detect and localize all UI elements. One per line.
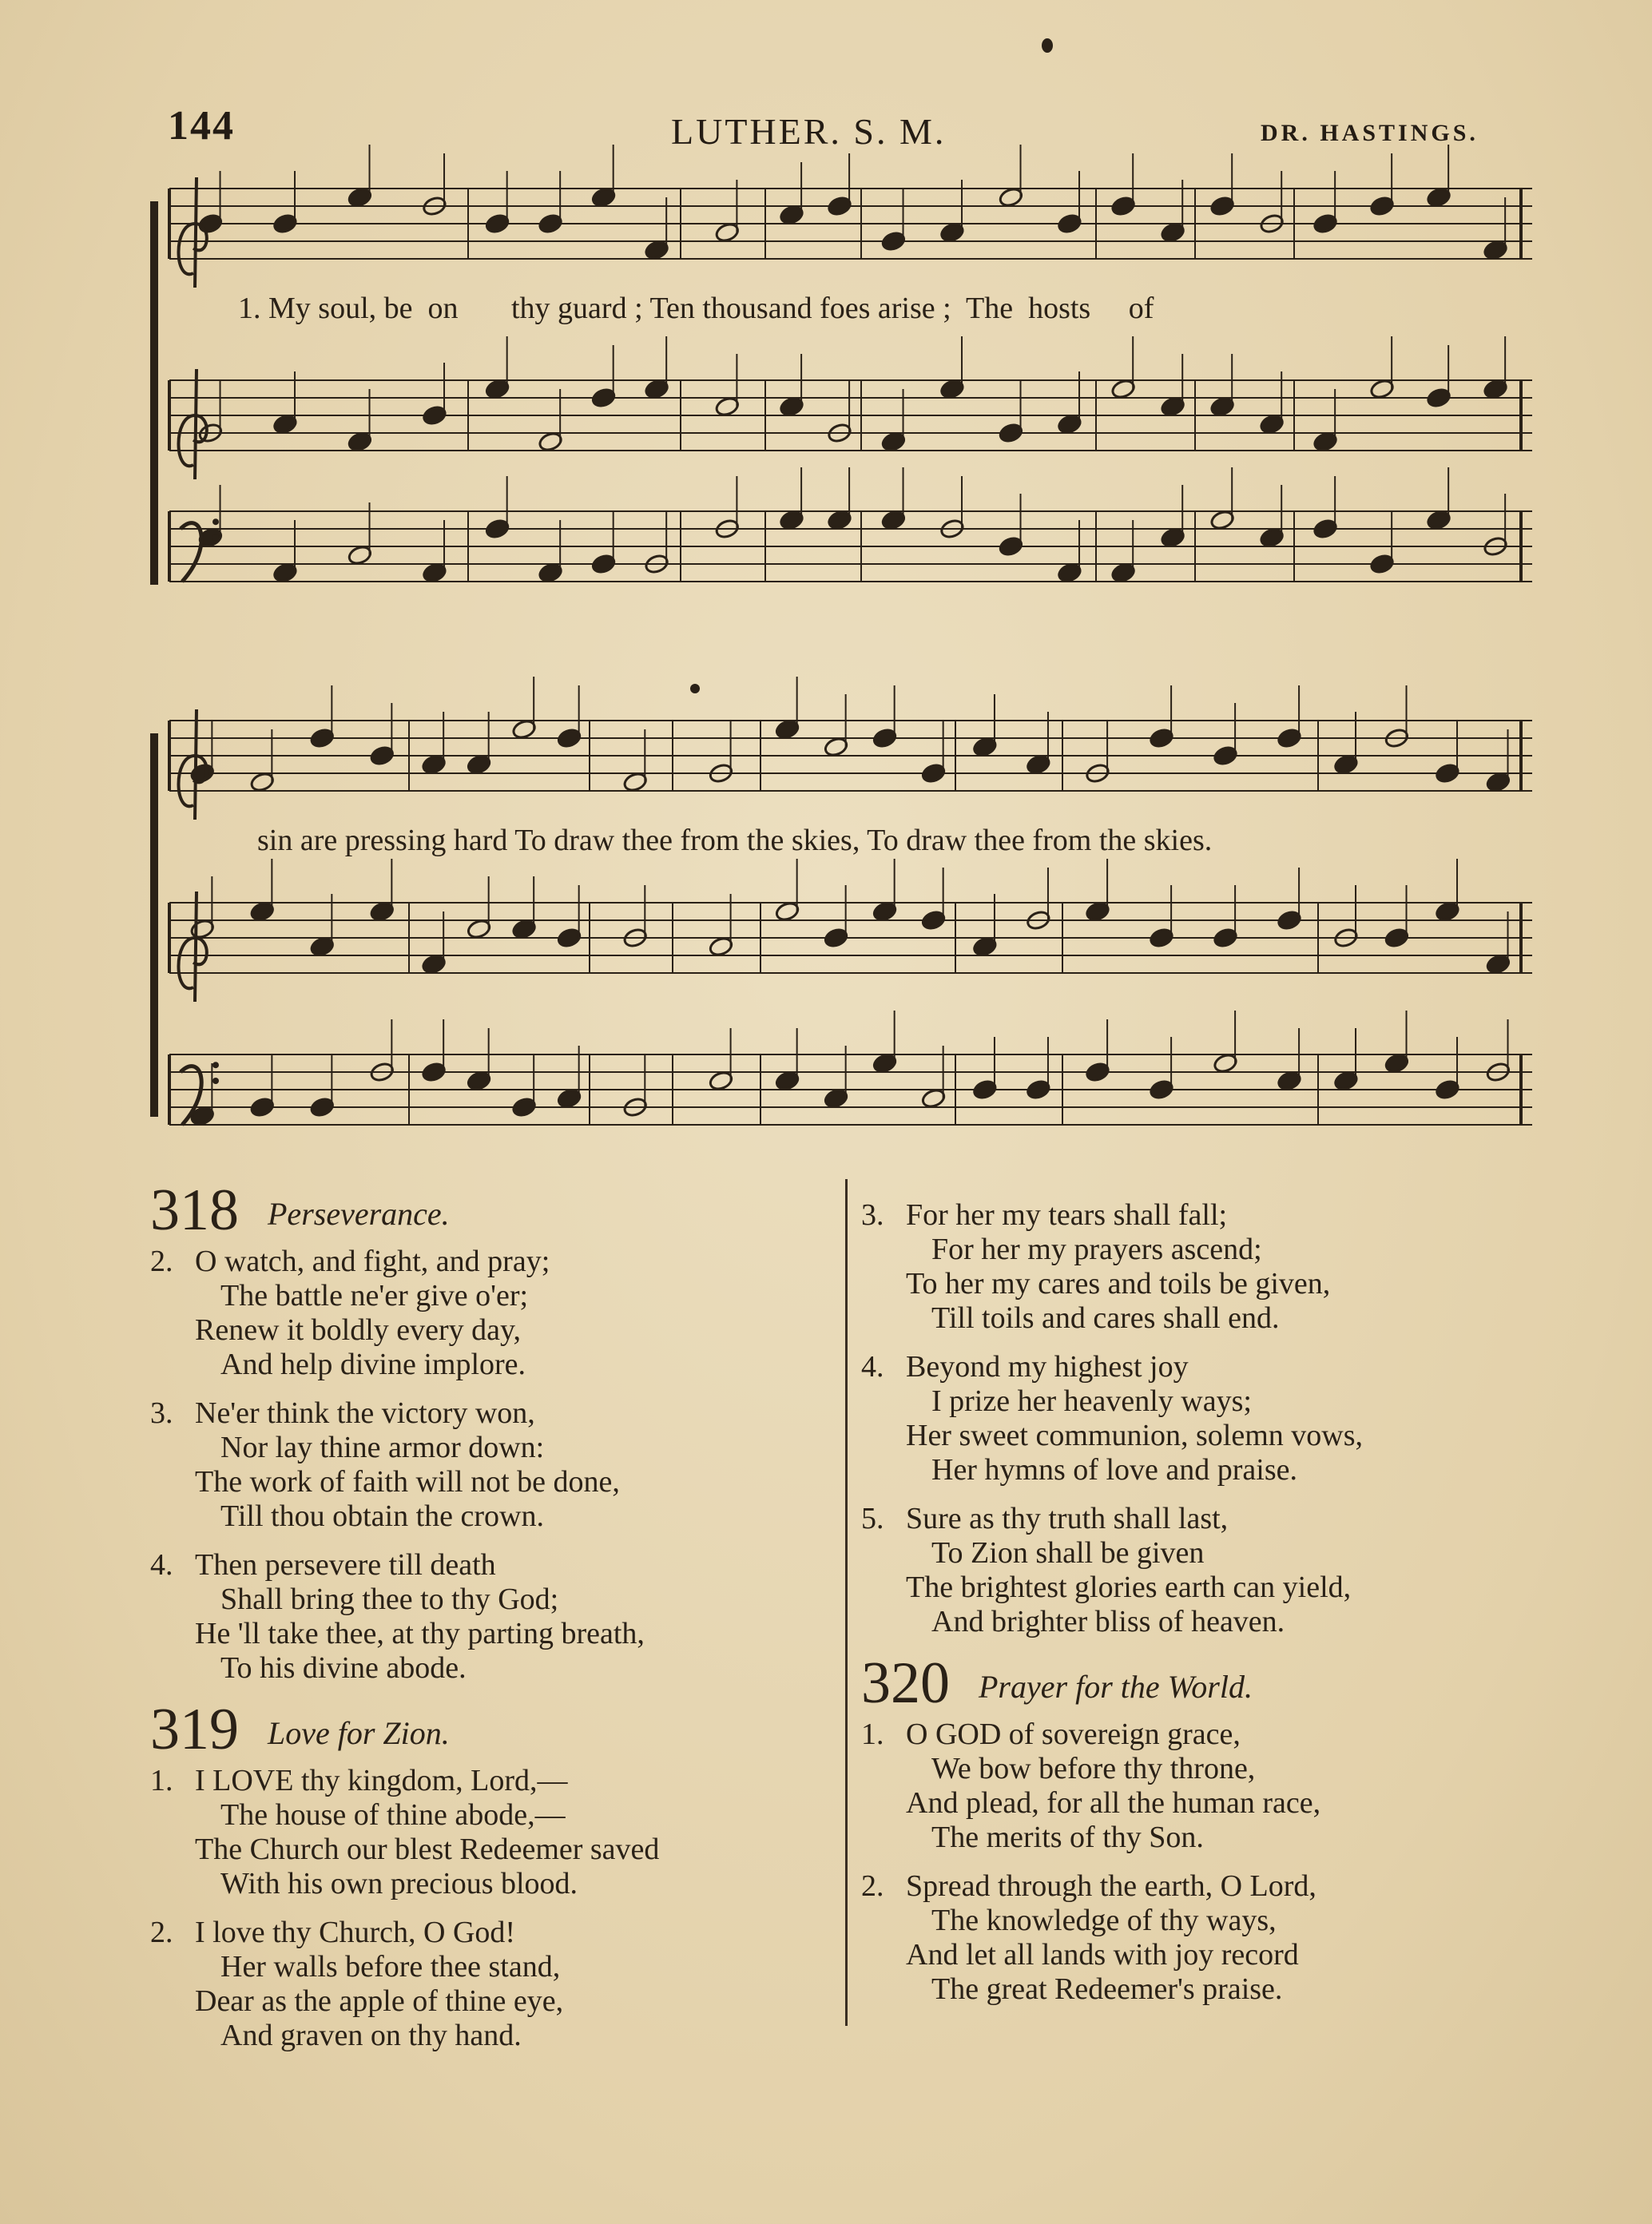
hymn-318 — [150, 1178, 821, 1686]
line-text: Nor lay thine armor down: — [220, 1431, 545, 1464]
line-text: The merits of thy Son. — [931, 1821, 1204, 1854]
stanza-line — [150, 1465, 821, 1499]
stanza-line — [861, 1718, 1580, 1752]
stanza-line — [150, 1950, 821, 1984]
lyric-line-1: 1. My soul, be on thy guard ; Ten thousand foes arise ; The hosts of — [238, 292, 1154, 325]
stanza-line — [150, 2019, 821, 2053]
stanza-line — [861, 1536, 1580, 1571]
stanza-line — [150, 1798, 821, 1833]
stanza-line — [150, 1396, 821, 1431]
line-text: Dear as the apple of thine eye, — [195, 1984, 564, 2018]
composer-credit: DR. HASTINGS. — [1261, 120, 1479, 146]
hymn-title: Perseverance. — [268, 1196, 450, 1232]
line-text: Then persevere till death — [195, 1548, 496, 1582]
stanza-line — [861, 1384, 1580, 1419]
line-text: Her sweet communion, solemn vows, — [906, 1419, 1364, 1452]
line-text: The great Redeemer's praise. — [931, 1972, 1283, 2006]
stanza-line — [150, 1867, 821, 1901]
line-text: Beyond my highest joy — [906, 1350, 1189, 1384]
line-text: Her walls before thee stand, — [220, 1950, 561, 1984]
stanza-line — [150, 1764, 821, 1798]
stanza-number: 1. — [861, 1718, 884, 1751]
stanza-line — [861, 1869, 1580, 1904]
stanza-line — [861, 1938, 1580, 1972]
line-text: And help divine implore. — [220, 1348, 526, 1381]
stanza-line — [150, 1833, 821, 1867]
right-column — [861, 1198, 1580, 2021]
line-text: Renew it boldly every day, — [195, 1313, 522, 1347]
stanza-line — [150, 1548, 821, 1583]
stanza-line — [861, 1502, 1580, 1536]
stanza-line — [150, 1916, 821, 1950]
line-text: O watch, and fight, and pray; — [195, 1245, 550, 1278]
stanza-line — [861, 1571, 1580, 1605]
treble-clef — [179, 892, 207, 1002]
stanza-line — [150, 1245, 821, 1279]
stanza-number: 5. — [861, 1502, 884, 1535]
stanza-number: 2. — [861, 1869, 884, 1903]
line-text: The house of thine abode,— — [220, 1798, 566, 1832]
stanza — [861, 1718, 1580, 1855]
stanza-line — [861, 1267, 1580, 1301]
line-text: To his divine abode. — [220, 1651, 467, 1685]
line-text: With his own precious blood. — [220, 1867, 578, 1900]
clef-dot — [212, 534, 219, 541]
line-text: And brighter bliss of heaven. — [931, 1605, 1285, 1638]
stanza-number: 3. — [861, 1198, 884, 1232]
stanza-line — [861, 1233, 1580, 1267]
line-text: And let all lands with joy record — [906, 1938, 1299, 1972]
hymn-320 — [861, 1650, 1580, 2007]
line-text: I LOVE thy kingdom, Lord,— — [195, 1764, 568, 1797]
clef-dot — [212, 518, 219, 525]
stanza-line — [861, 1605, 1580, 1639]
stanza-line — [150, 1651, 821, 1686]
line-text: O GOD of sovereign grace, — [906, 1718, 1241, 1751]
system-brace — [150, 733, 158, 1117]
line-text: Sure as thy truth shall last, — [906, 1502, 1229, 1535]
line-text: The work of faith will not be done, — [195, 1465, 620, 1499]
line-text: The brightest glories earth can yield, — [906, 1571, 1352, 1604]
hymn-title: Prayer for the World. — [979, 1669, 1253, 1705]
stanza-number: 2. — [150, 1916, 173, 1949]
stanza-number: 1. — [150, 1764, 173, 1797]
stanza — [150, 1916, 821, 2053]
hymn-number: 319 — [150, 1697, 239, 1762]
stanza-line — [861, 1752, 1580, 1786]
stanza-line — [150, 1431, 821, 1465]
line-text: I prize her heavenly ways; — [931, 1384, 1252, 1418]
page-number: 144 — [168, 103, 235, 149]
stanza — [861, 1350, 1580, 1487]
stanza-line — [861, 1350, 1580, 1384]
stanza-number: 2. — [150, 1245, 173, 1278]
stanza — [150, 1548, 821, 1686]
stanza-number: 4. — [150, 1548, 173, 1582]
bass-clef — [181, 523, 201, 582]
line-text: To Zion shall be given — [931, 1536, 1205, 1570]
stanza — [150, 1396, 821, 1534]
hymn-number: 318 — [150, 1178, 239, 1243]
left-column — [150, 1178, 821, 2067]
treble-clef — [179, 177, 207, 288]
lyric-line-2: sin are pressing hard To draw thee from the skies, To draw thee from the skies. — [257, 824, 1213, 857]
stanza-line — [150, 1984, 821, 2019]
stanza-line — [861, 1419, 1580, 1453]
line-text: The knowledge of thy ways, — [931, 1904, 1277, 1937]
hymn-number: 320 — [861, 1650, 950, 1716]
line-text: Till toils and cares shall end. — [931, 1301, 1280, 1335]
stanza — [861, 1502, 1580, 1639]
stanza-line — [150, 1499, 821, 1534]
tune-title: LUTHER. S. M. — [671, 111, 947, 152]
stanza-line — [861, 1972, 1580, 2007]
line-text: For her my prayers ascend; — [931, 1233, 1262, 1266]
line-text: And plead, for all the human race, — [906, 1786, 1321, 1820]
line-text: And graven on thy hand. — [220, 2019, 522, 2052]
stanza-line — [150, 1348, 821, 1382]
stanza-line — [861, 1453, 1580, 1487]
line-text: Shall bring thee to thy God; — [220, 1583, 559, 1616]
hymn-319-continued — [861, 1198, 1580, 1639]
line-text: Spread through the earth, O Lord, — [906, 1869, 1316, 1903]
stanza-number: 4. — [861, 1350, 884, 1384]
line-text: Her hymns of love and praise. — [931, 1453, 1297, 1487]
column-divider — [845, 1179, 848, 2026]
stanza — [861, 1869, 1580, 2007]
clef-dot — [212, 1062, 219, 1068]
hymn-stanzas — [150, 1245, 821, 1686]
system-brace — [150, 201, 158, 585]
stanza-line — [150, 1279, 821, 1313]
line-text: To her my cares and toils be given, — [906, 1267, 1331, 1301]
stanza-line — [150, 1313, 821, 1348]
line-text: The Church our blest Redeemer saved — [195, 1833, 660, 1866]
line-text: He 'll take thee, at thy parting breath, — [195, 1617, 645, 1650]
hymn-stanzas — [150, 1764, 821, 2053]
clef-dot — [212, 1078, 219, 1084]
ink-speck — [690, 684, 700, 693]
stanza — [150, 1245, 821, 1382]
hymn-319 — [150, 1697, 821, 2053]
stanza-line — [861, 1786, 1580, 1821]
stanza-line — [150, 1617, 821, 1651]
stanza — [861, 1198, 1580, 1336]
stanza-line — [861, 1301, 1580, 1336]
treble-clef — [179, 369, 207, 479]
stanza-line — [861, 1198, 1580, 1233]
line-text: Ne'er think the victory won, — [195, 1396, 535, 1430]
stanza — [150, 1764, 821, 1901]
line-text: The battle ne'er give o'er; — [220, 1279, 529, 1313]
hymn-title: Love for Zion. — [268, 1715, 450, 1751]
stanza-number: 3. — [150, 1396, 173, 1430]
line-text: Till thou obtain the crown. — [220, 1499, 544, 1533]
hymn-stanzas — [861, 1718, 1580, 2007]
stanza-line — [150, 1583, 821, 1617]
line-text: I love thy Church, O God! — [195, 1916, 516, 1949]
stanza-line — [861, 1821, 1580, 1855]
line-text: We bow before thy throne, — [931, 1752, 1256, 1785]
line-text: For her my tears shall fall; — [906, 1198, 1228, 1232]
stanza-line — [861, 1904, 1580, 1938]
